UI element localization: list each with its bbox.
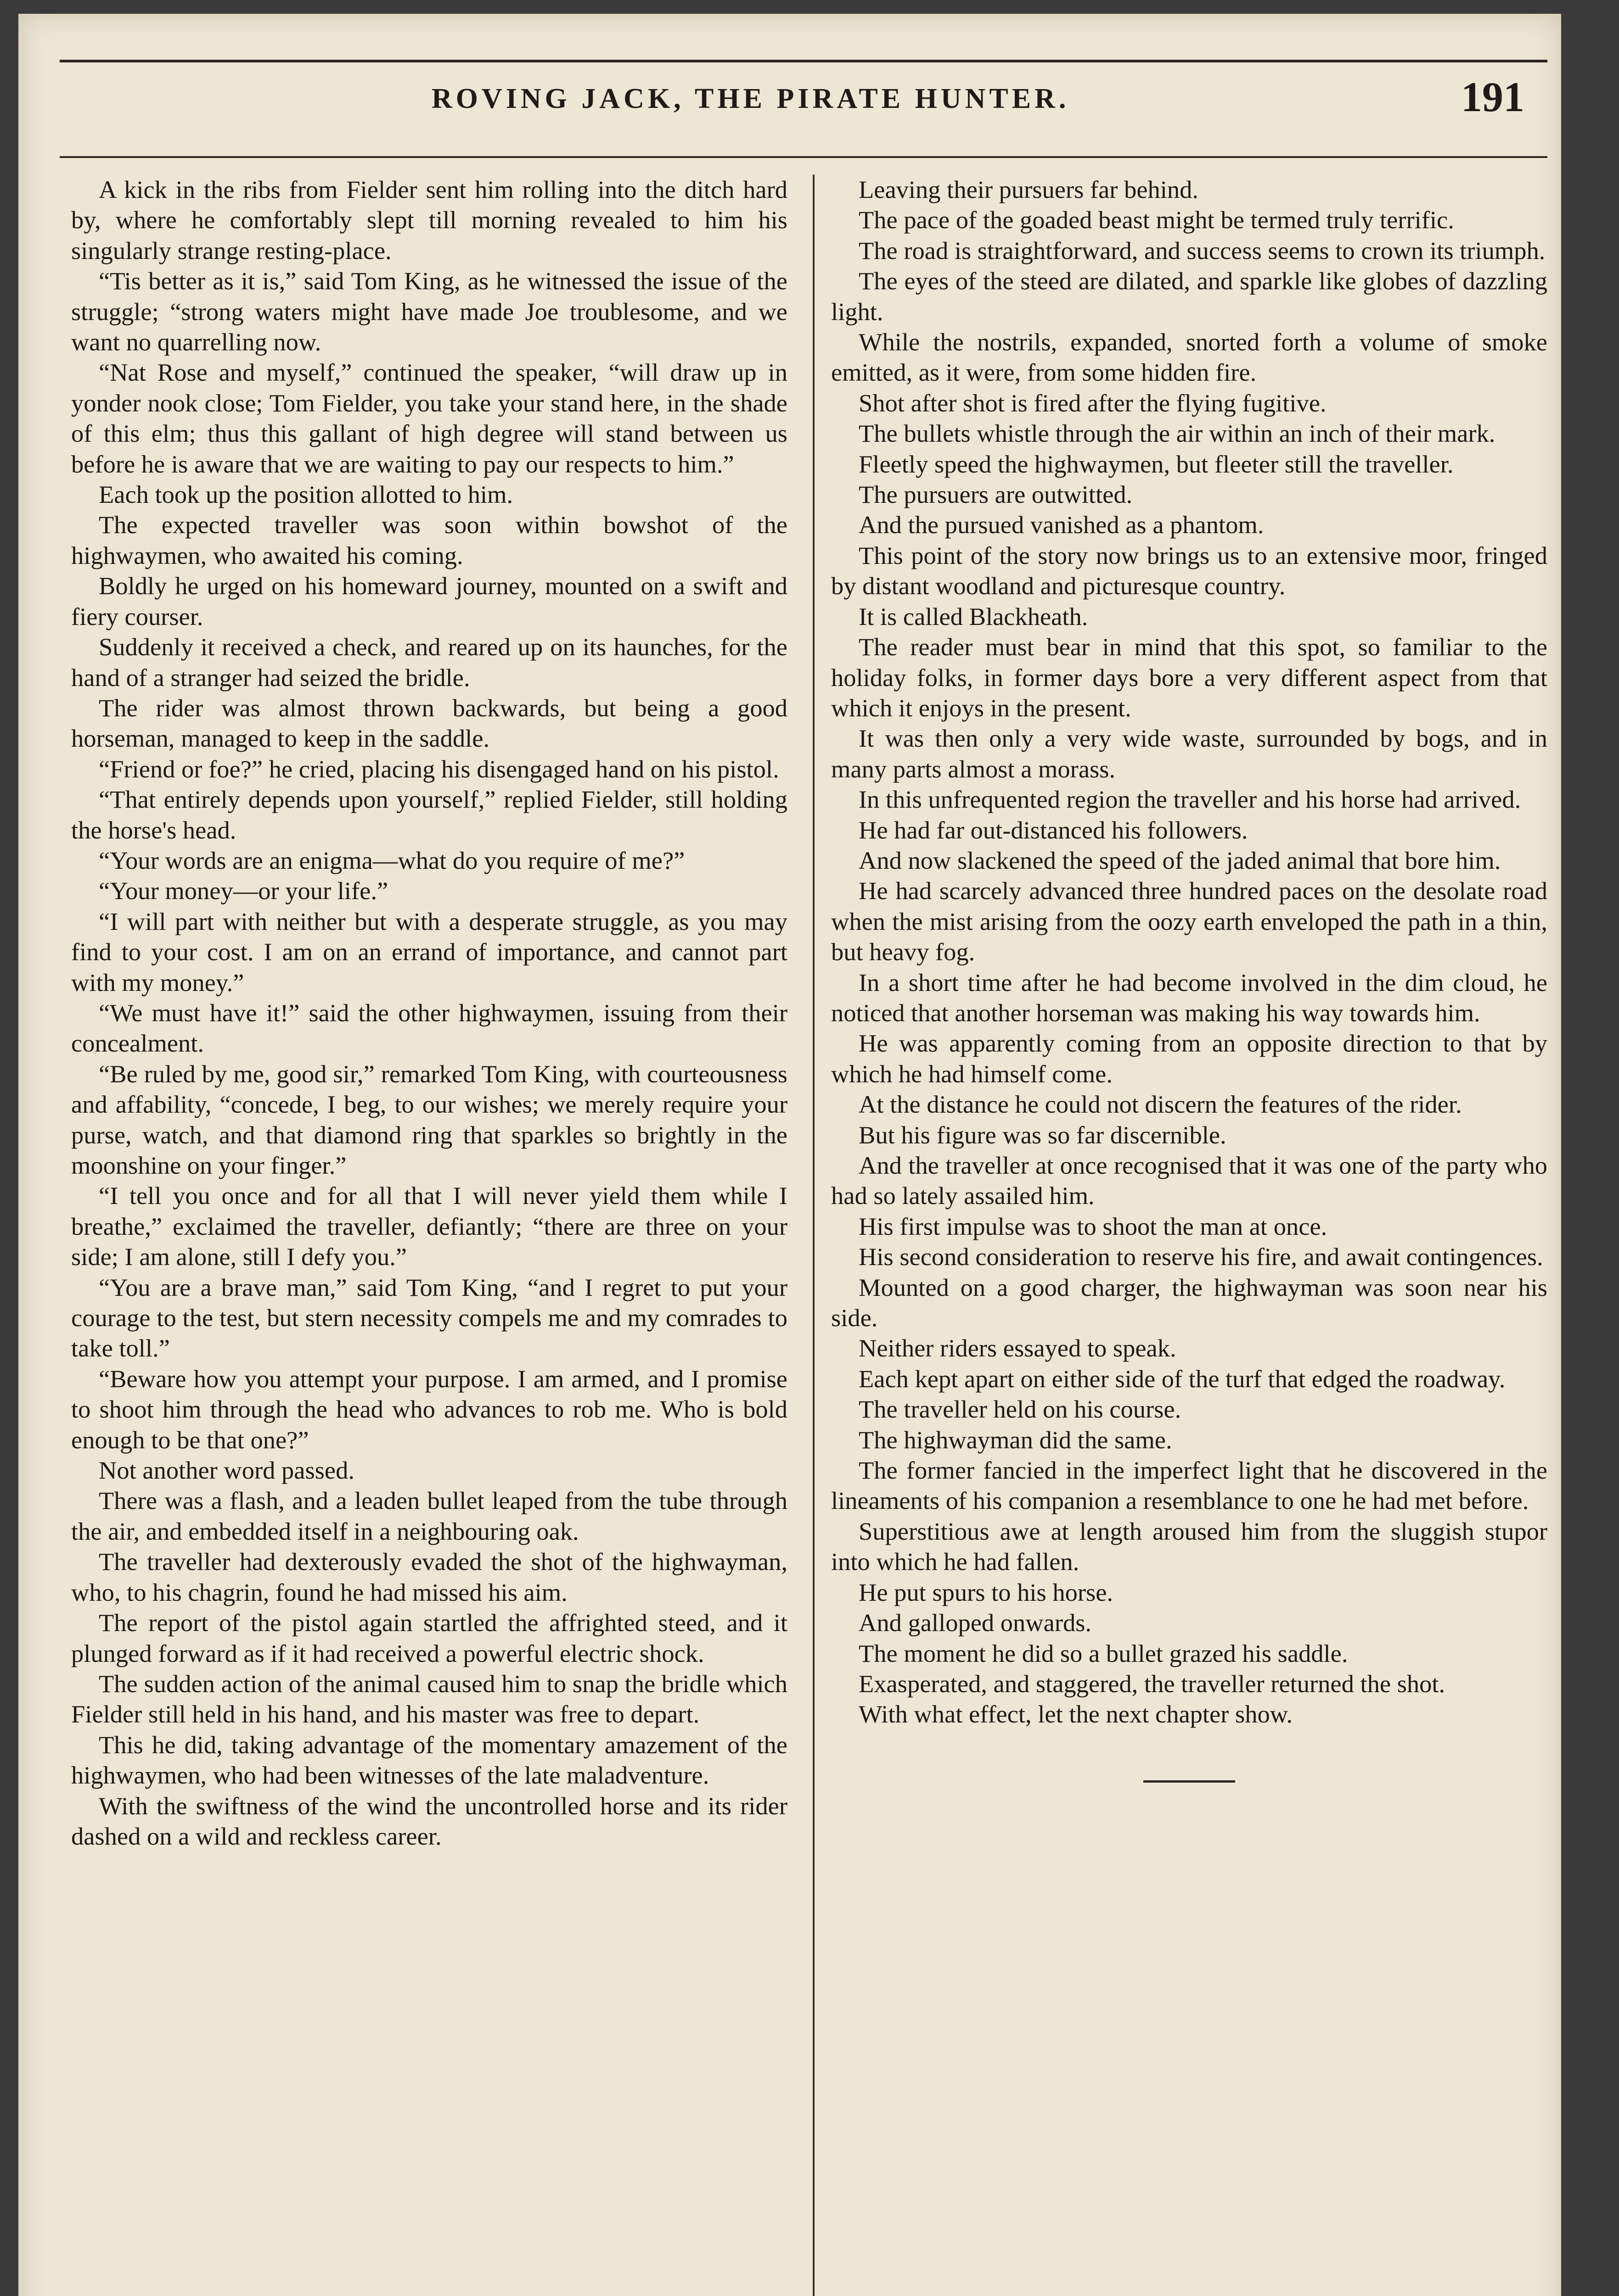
paragraph: And the traveller at once recognised that it was one of the party who had so lately assailed him. — [831, 1151, 1547, 1210]
paragraph: Suddenly it received a check, and reared up on its haunches, for the hand of a stranger had seized the bridle. — [71, 633, 787, 692]
chapter-end-rule — [1143, 1780, 1235, 1783]
paragraph: The road is straightforward, and success seems to crown its triumph. — [859, 236, 1546, 264]
paragraph: He was apparently coming from an opposite direction to that by which he had himself come. — [831, 1029, 1547, 1088]
paragraph: Shot after shot is fired after the flying fugitive. — [859, 388, 1327, 417]
paragraph: “Friend or foe?” he cried, placing his disengaged hand on his pistol. — [99, 754, 779, 783]
running-title: ROVING JACK, THE PIRATE HUNTER. — [432, 83, 1070, 114]
header-bottom-rule — [60, 156, 1547, 158]
paragraph: Not another word passed. — [99, 1456, 354, 1485]
paragraph: “Your money—or your life.” — [99, 877, 388, 905]
paragraph: The bullets whistle through the air within an inch of their mark. — [859, 419, 1495, 448]
paragraph: “You are a brave man,” said Tom King, “and I regret to put your courage to the test, but stern necessity compels me and my comrades to take toll.” — [71, 1273, 787, 1362]
paragraph: While the nostrils, expanded, snorted forth a volume of smoke emitted, as it were, from some hidden fire. — [831, 328, 1547, 387]
page-number: 191 — [1461, 73, 1524, 120]
left-text-column — [71, 174, 787, 1851]
paragraph: And the pursued vanished as a phantom. — [859, 511, 1264, 539]
paragraph: With the swiftness of the wind the uncontrolled horse and its rider dashed on a wild and reckless career. — [71, 1791, 787, 1850]
paragraph: At the distance he could not discern the features of the rider. — [859, 1090, 1462, 1119]
paragraph: His first impulse was to shoot the man at once. — [859, 1212, 1327, 1240]
paragraph: He put spurs to his horse. — [859, 1578, 1113, 1606]
paragraph: The rider was almost thrown backwards, but being a good horseman, managed to keep in the saddle. — [71, 693, 787, 753]
header-top-rule — [60, 60, 1547, 62]
paragraph: The moment he did so a bullet grazed his saddle. — [859, 1639, 1348, 1667]
paragraph: “Nat Rose and myself,” continued the speaker, “will draw up in yonder nook close; Tom Fielder, you take your stand here, in the shade of this elm; thus this gallant of high degree will stand between us before he is aware that we are waiting to pay our respects to him.” — [71, 358, 787, 478]
paragraph: “I will part with neither but with a desperate struggle, as you may find to your cost. I am on an errand of importance, and cannot part with my money.” — [71, 907, 787, 996]
paragraph: “Be ruled by me, good sir,” remarked Tom King, with courteousness and affability, “concede, I beg, to our wishes; we merely require your purse, watch, and that diamond ring that sparkles so brightly in the moonshine on your finger.” — [71, 1059, 787, 1179]
paragraph: Each took up the position allotted to him. — [99, 480, 513, 509]
paragraph: This point of the story now brings us to an extensive moor, fringed by distant woodland and picturesque country. — [831, 541, 1547, 600]
magazine-page — [18, 14, 1561, 2296]
right-text-column — [831, 174, 1547, 1783]
paragraph: But his figure was so far discernible. — [859, 1120, 1226, 1149]
paragraph: And now slackened the speed of the jaded animal that bore him. — [859, 846, 1501, 874]
paragraph: Each kept apart on either side of the turf that edged the roadway. — [859, 1364, 1506, 1393]
paragraph: The highwayman did the same. — [859, 1425, 1172, 1454]
paragraph: He had far out-distanced his followers. — [859, 816, 1248, 844]
paragraph: The traveller held on his course. — [859, 1395, 1181, 1424]
paragraph: It was then only a very wide waste, surrounded by bogs, and in many parts almost a morass. — [831, 724, 1547, 783]
paragraph: He had scarcely advanced three hundred paces on the desolate road when the mist arising from the oozy earth enveloped the path in a thin, but heavy fog. — [831, 877, 1547, 966]
paragraph: The report of the pistol again startled the affrighted steed, and it plunged forward as if it had received a powerful electric shock. — [71, 1609, 787, 1667]
paragraph: Fleetly speed the highwaymen, but fleeter still the traveller. — [859, 450, 1454, 478]
paragraph: Leaving their pursuers far behind. — [859, 175, 1199, 203]
paragraph: Mounted on a good charger, the highwayman was soon near his side. — [831, 1273, 1547, 1332]
paragraph: The traveller had dexterously evaded the shot of the highwayman, who, to his chagrin, found he had missed his aim. — [71, 1548, 787, 1606]
paragraph: “We must have it!” said the other highwaymen, issuing from their concealment. — [71, 998, 787, 1058]
paragraph: With what effect, let the next chapter show. — [859, 1700, 1293, 1728]
paragraph: Boldly he urged on his homeward journey, mounted on a swift and fiery courser. — [71, 572, 787, 630]
paragraph: In this unfrequented region the traveller and his horse had arrived. — [859, 785, 1521, 814]
paragraph: “I tell you once and for all that I will never yield them while I breathe,” exclaimed the traveller, defiantly; “there are three on your side; I am alone, still I defy you.” — [71, 1182, 787, 1271]
paragraph: The former fancied in the imperfect light that he discovered in the lineaments of his companion a resemblance to one he had met before. — [831, 1456, 1547, 1515]
paragraph: And galloped onwards. — [859, 1609, 1092, 1637]
paragraph: There was a flash, and a leaden bullet leaped from the tube through the air, and embedded itself in a neighbouring oak. — [71, 1486, 787, 1545]
paragraph: It is called Blackheath. — [859, 602, 1088, 630]
paragraph: “Your words are an enigma—what do you require of me?” — [99, 846, 685, 874]
paragraph: His second consideration to reserve his fire, and await contingences. — [859, 1243, 1543, 1271]
paragraph: A kick in the ribs from Fielder sent him rolling into the ditch hard by, where he comfortably slept till morning revealed to him his singularly strange resting-place. — [71, 175, 787, 264]
paragraph: This he did, taking advantage of the momentary amazement of the highwaymen, who had been witnesses of the late maladventure. — [71, 1730, 787, 1790]
paragraph: The expected traveller was soon within bowshot of the highwaymen, who awaited his coming. — [71, 511, 787, 569]
paragraph: In a short time after he had become involved in the dim cloud, he noticed that another horseman was making his way towards him. — [831, 968, 1547, 1027]
paragraph: The reader must bear in mind that this spot, so familiar to the holiday folks, in former days bore a very different aspect from that which it enjoys in the present. — [831, 633, 1547, 722]
paragraph: Superstitious awe at length aroused him from the sluggish stupor into which he had fallen. — [831, 1517, 1547, 1576]
paragraph: “That entirely depends upon yourself,” replied Fielder, still holding the horse's head. — [71, 785, 787, 844]
paragraph: “Beware how you attempt your purpose. I am armed, and I promise to shoot him through the head who advances to rob me. Who is bold enough to be that one?” — [71, 1364, 787, 1454]
paragraph: Neither riders essayed to speak. — [859, 1334, 1176, 1362]
paragraph: The pace of the goaded beast might be termed truly terrific. — [859, 206, 1454, 234]
paragraph: The pursuers are outwitted. — [859, 480, 1133, 509]
paragraph: The eyes of the steed are dilated, and sparkle like globes of dazzling light. — [831, 267, 1547, 326]
paragraph: “Tis better as it is,” said Tom King, as he witnessed the issue of the struggle; “strong waters might have made Joe troublesome, and we want no quarrelling now. — [71, 267, 787, 356]
paragraph: The sudden action of the animal caused him to snap the bridle which Fielder still held in his hand, and his master was free to depart. — [71, 1669, 787, 1728]
paragraph: Exasperated, and staggered, the traveller returned the shot. — [859, 1669, 1445, 1698]
column-divider — [813, 174, 815, 2296]
